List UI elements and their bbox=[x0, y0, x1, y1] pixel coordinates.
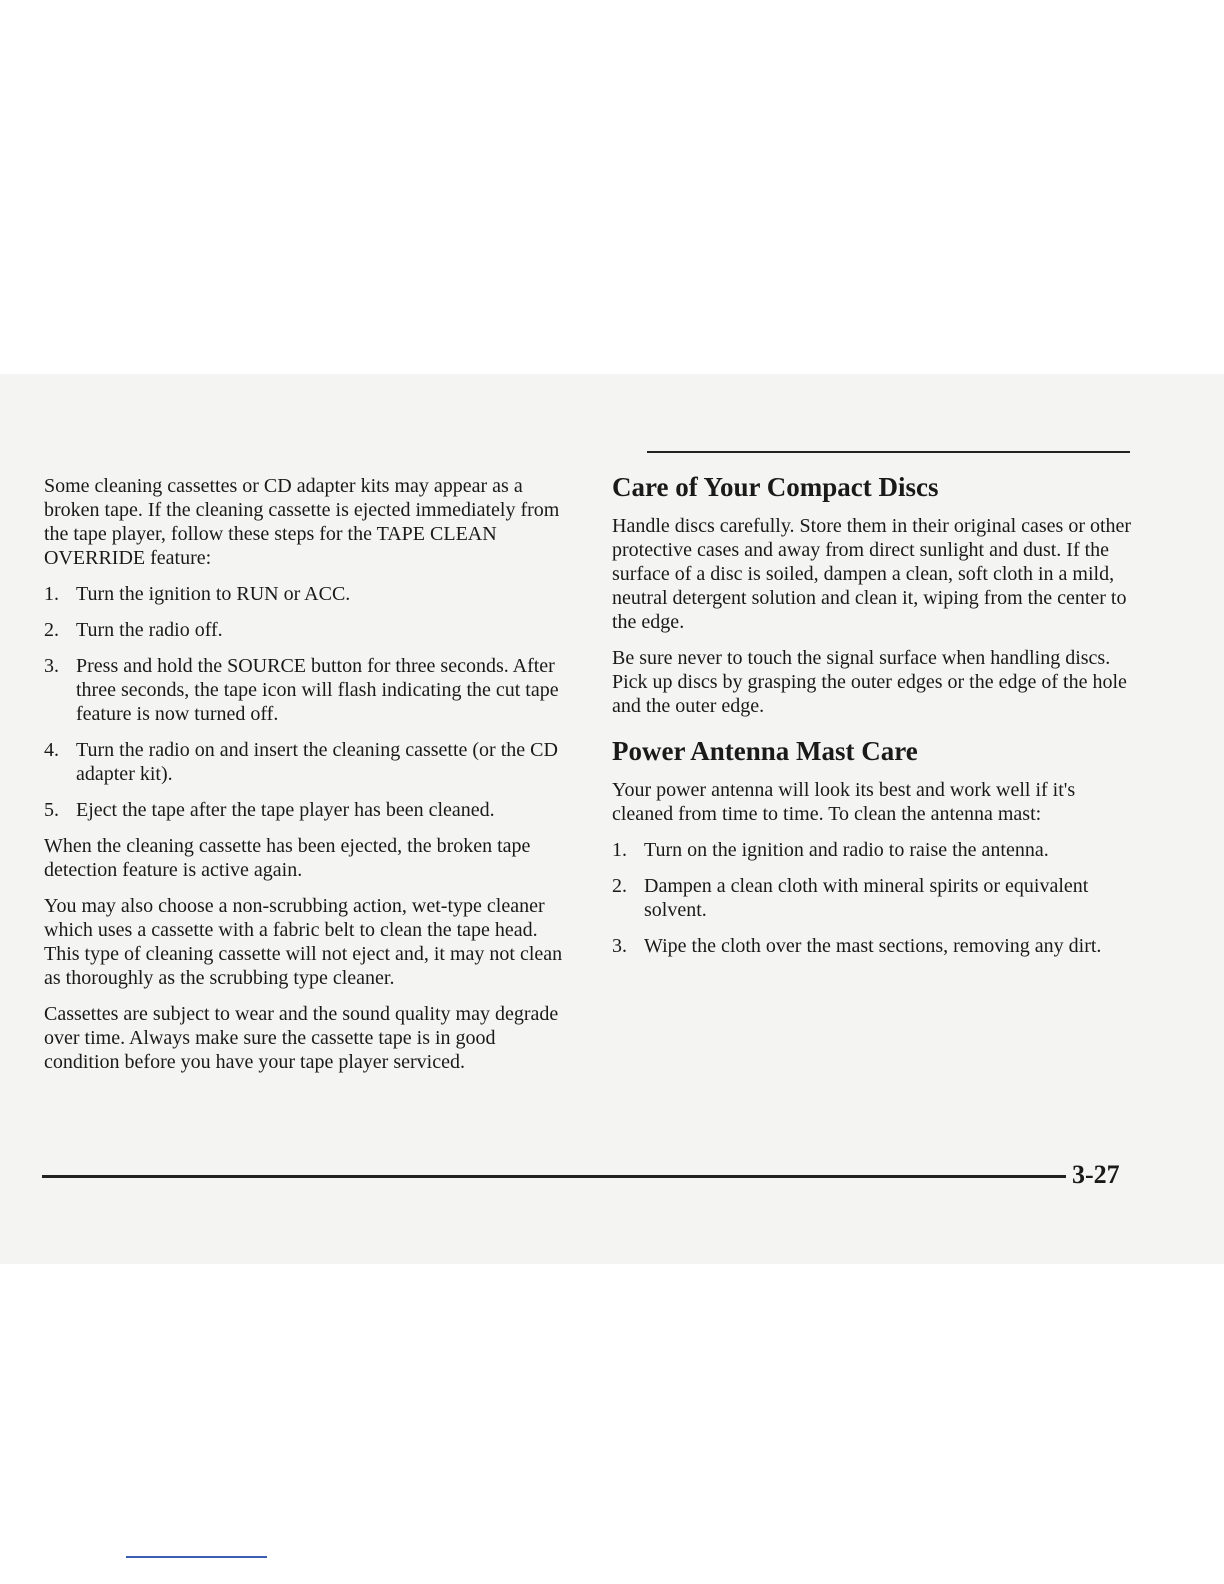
step-text: Dampen a clean cloth with mineral spirits or equivalent solvent. bbox=[644, 875, 1089, 921]
list-item bbox=[612, 838, 1138, 862]
page-number: 3-27 bbox=[1072, 1160, 1120, 1189]
cd-care-paragraph-1: Handle discs carefully. Store them in their original cases or other protective cases and away from direct sunlight and dust. If the surface of a disc is soiled, dampen a clean, soft cloth in a mild, neutral detergent solution and clean it, wiping from the center to the edge. bbox=[612, 515, 1132, 633]
step-number: 2. bbox=[44, 619, 59, 641]
step-text: Turn the radio on and insert the cleaning cassette (or the CD adapter kit). bbox=[76, 739, 558, 785]
step-number: 5. bbox=[44, 799, 59, 821]
list-item bbox=[44, 654, 568, 726]
antenna-intro: Your power antenna will look its best and work well if it's cleaned from time to time. To clean the antenna mast: bbox=[612, 779, 1076, 825]
antenna-heading: Power Antenna Mast Care bbox=[612, 736, 918, 766]
step-text: Press and hold the SOURCE button for three seconds. After three seconds, the tape icon will flash indicating the cut tape feature is now turned off. bbox=[76, 655, 559, 725]
footer-rule bbox=[42, 1175, 1066, 1178]
step-text: Wipe the cloth over the mast sections, removing any dirt. bbox=[644, 935, 1102, 957]
tape-clean-steps bbox=[44, 582, 568, 822]
list-item bbox=[44, 798, 568, 822]
intro-paragraph: Some cleaning cassettes or CD adapter kits may appear as a broken tape. If the cleaning cassette is ejected immediately from the tape player, follow these steps for the TAPE CLEAN OVERRIDE feature: bbox=[44, 475, 560, 569]
list-item bbox=[44, 738, 568, 786]
list-item bbox=[612, 934, 1138, 958]
step-text: Turn the radio off. bbox=[76, 619, 223, 641]
step-number: 2. bbox=[612, 875, 627, 897]
left-column bbox=[44, 474, 568, 1086]
right-column bbox=[612, 472, 1138, 970]
section-divider bbox=[647, 451, 1130, 453]
step-number: 4. bbox=[44, 739, 59, 761]
wear-paragraph: Cassettes are subject to wear and the sound quality may degrade over time. Always make sure the cassette tape is in good condition before you have your tape player serviced. bbox=[44, 1003, 559, 1073]
non-scrubbing-paragraph: You may also choose a non-scrubbing action, wet-type cleaner which uses a cassette with a fabric belt to clean the tape head. This type of cleaning cassette will not eject and, it may not clean as thoroughly as the scrubbing type cleaner. bbox=[44, 895, 563, 989]
step-text: Turn on the ignition and radio to raise the antenna. bbox=[644, 839, 1049, 861]
list-item bbox=[612, 874, 1138, 922]
detection-paragraph: When the cleaning cassette has been ejected, the broken tape detection feature is active again. bbox=[44, 835, 531, 881]
list-item bbox=[44, 618, 568, 642]
step-number: 3. bbox=[612, 935, 627, 957]
cd-care-heading: Care of Your Compact Discs bbox=[612, 472, 939, 502]
cd-care-paragraph-2: Be sure never to touch the signal surface when handling discs. Pick up discs by grasping the outer edges or the edge of the hole and the outer edge. bbox=[612, 647, 1127, 717]
antenna-steps bbox=[612, 838, 1138, 958]
step-text: Turn the ignition to RUN or ACC. bbox=[76, 583, 351, 605]
list-item bbox=[44, 582, 568, 606]
step-number: 3. bbox=[44, 655, 59, 677]
step-text: Eject the tape after the tape player has been cleaned. bbox=[76, 799, 495, 821]
bottom-link-underline[interactable] bbox=[126, 1556, 267, 1558]
step-number: 1. bbox=[44, 583, 59, 605]
step-number: 1. bbox=[612, 839, 627, 861]
